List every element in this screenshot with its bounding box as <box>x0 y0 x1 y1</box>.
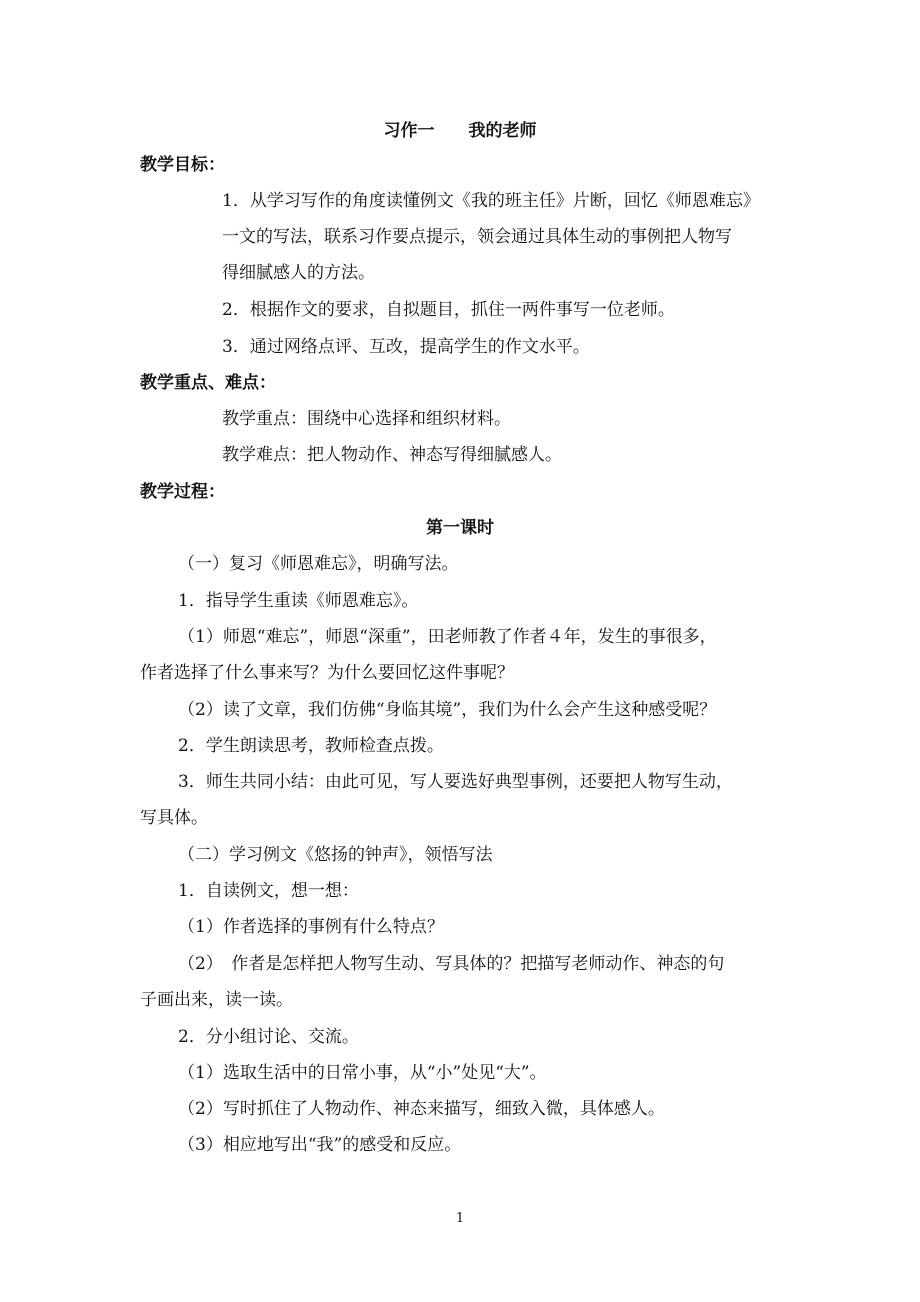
key-point: 教学重点：围绕中心选择和组织材料。 <box>222 409 511 429</box>
key-heading: 教学重点、难点： <box>140 373 276 393</box>
page-number: 1 <box>455 1211 465 1226</box>
process-line: 1．指导学生重读《师恩难忘》。 <box>178 591 419 611</box>
goal-line: 一文的写法，联系习作要点提示，领会通过具体生动的事例把人物写 <box>222 227 732 247</box>
lesson-title: 第一课时 <box>426 518 494 538</box>
goal-line: 2．根据作文的要求，自拟题目，抓住一两件事写一位老师。 <box>222 300 675 320</box>
goal-line: 3．通过网络点评、互改，提高学生的作文水平。 <box>222 337 590 357</box>
process-line: （3）相应地写出“我”的感受和反应。 <box>178 1135 462 1155</box>
goal-line: 1．从学习写作的角度读懂例文《我的班主任》片断，回忆《师恩难忘》 <box>222 191 760 211</box>
process-line: （1）选取生活中的日常小事，从“小”处见“大”。 <box>178 1063 547 1083</box>
process-line: 2．学生朗读思考，教师检查点拨。 <box>178 736 444 756</box>
page-title: 习作一 我的老师 <box>383 121 537 141</box>
process-line: 子画出来，读一读。 <box>140 990 293 1010</box>
process-line: 写具体。 <box>140 808 208 828</box>
process-line: 3．师生共同小结：由此可见，写人要选好典型事例，还要把人物写生动， <box>178 772 733 792</box>
process-line: （2） 作者是怎样把人物写生动、写具体的？把描写老师动作、神态的句 <box>178 954 725 974</box>
process-line: （2）读了文章，我们仿佛“身临其境”，我们为什么会产生这种感受呢？ <box>178 700 717 720</box>
process-line: 作者选择了什么事来写？为什么要回忆这件事呢？ <box>140 663 514 683</box>
goal-line: 得细腻感人的方法。 <box>222 263 375 283</box>
process-heading: 教学过程： <box>140 482 225 502</box>
process-line: 2．分小组讨论、交流。 <box>178 1027 359 1047</box>
process-line: （1）作者选择的事例有什么特点？ <box>178 917 444 937</box>
process-line: （二）学习例文《悠扬的钟声》，领悟写法 <box>178 845 493 865</box>
process-line: （一）复习《师恩难忘》，明确写法。 <box>178 554 459 574</box>
process-line: （2）写时抓住了人物动作、神态来描写，细致入微，具体感人。 <box>178 1099 665 1119</box>
goals-heading: 教学目标： <box>140 155 225 175</box>
process-line: （1）师恩“难忘”，师恩“深重”，田老师教了作者４年，发生的事很多， <box>178 627 717 647</box>
key-point: 教学难点：把人物动作、神态写得细腻感人。 <box>222 445 562 465</box>
process-line: 1．自读例文，想一想： <box>178 881 359 901</box>
